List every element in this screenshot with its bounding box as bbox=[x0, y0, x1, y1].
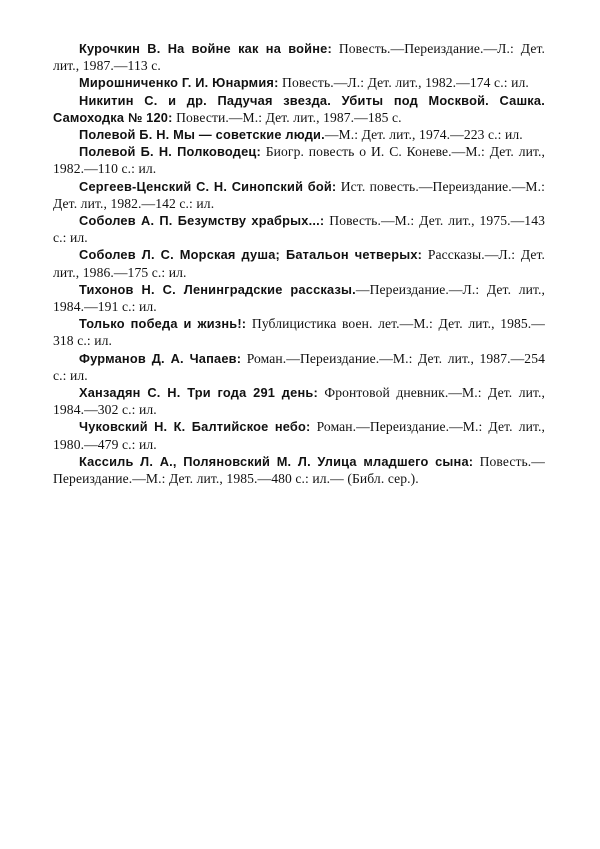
entry-title: Курочкин В. На войне как на войне: bbox=[79, 41, 332, 56]
bibliography-entry bbox=[53, 40, 545, 74]
bibliography-entry bbox=[53, 143, 545, 177]
bibliography-entry bbox=[53, 126, 545, 143]
entry-title: Соболев А. П. Безумству храбрых...: bbox=[79, 213, 325, 229]
entry-details: Роман.—Переиздание.—М.: Дет. лит., 1987.—254 с.: ил. bbox=[53, 350, 545, 383]
entry-title: Кассиль Л. А., Поляновский М. Л. Улица младшего сына: bbox=[79, 453, 474, 469]
bibliography-entry bbox=[53, 350, 545, 384]
entry-title: Фурманов Д. А. Чапаев: bbox=[79, 350, 242, 366]
bibliography-entry bbox=[53, 418, 545, 452]
entry-details: —Переиздание.—Л.: Дет. лит., 1984.—191 с.: ил. bbox=[53, 281, 545, 315]
bibliography-entry bbox=[53, 246, 545, 280]
entry-details: Биогр. повесть о И. С. Коневе.—М.: Дет. лит., 1982.—110 с.: ил. bbox=[53, 144, 545, 177]
entry-title: Никитин С. и др. Падучая звезда. Убиты под Москвой. Сашка. Самоходка № 120: bbox=[53, 92, 545, 125]
entry-title: Только победа и жизнь!: bbox=[79, 316, 247, 332]
bibliography-entry bbox=[53, 281, 545, 315]
bibliography-list bbox=[53, 40, 545, 487]
entry-title: Мирошниченко Г. И. Юнармия: bbox=[79, 75, 279, 91]
bibliography-entry bbox=[53, 212, 545, 246]
entry-details: Рассказы.—Л.: Дет. лит., 1986.—175 с.: ил. bbox=[53, 247, 546, 280]
entry-details: Повесть.—Л.: Дет. лит., 1982.—174 с.: ил. bbox=[278, 75, 529, 91]
entry-title: Чуковский Н. К. Балтийское небо: bbox=[79, 419, 311, 435]
entry-details: Ист. повесть.—Переиздание.—М.: Дет. лит., 1982.—142 с.: ил. bbox=[53, 178, 545, 211]
entry-details: Публицистика воен. лет.—М.: Дет. лит., 1985.—318 с.: ил. bbox=[53, 316, 545, 349]
entry-details: Повести.—М.: Дет. лит., 1987.—185 с. bbox=[172, 109, 402, 125]
bibliography-entry bbox=[53, 384, 545, 418]
entry-title: Соболев Л. С. Морская душа; Батальон четверых: bbox=[79, 247, 423, 263]
entry-details: Повесть.—М.: Дет. лит., 1975.—143 с.: ил. bbox=[53, 213, 545, 246]
bibliography-entry bbox=[53, 453, 545, 487]
entry-title: Тихонов Н. С. Ленинградские рассказы. bbox=[79, 281, 356, 297]
entry-details: Повесть.—Переиздание.—Л.: Дет. лит., 1987.—113 с. bbox=[53, 41, 545, 74]
entry-title: Сергеев-Ценский С. Н. Синопский бой: bbox=[79, 178, 337, 194]
bibliography-entry bbox=[53, 92, 545, 126]
entry-details: Роман.—Переиздание.—М.: Дет. лит., 1980.—479 с.: ил. bbox=[53, 419, 545, 452]
bibliography-entry bbox=[53, 315, 545, 349]
entry-details: Повесть.—Переиздание.—М.: Дет. лит., 1985.—480 с.: ил.— (Библ. сер.). bbox=[53, 453, 545, 487]
bibliography-entry bbox=[53, 74, 545, 91]
bibliography-entry bbox=[53, 178, 545, 212]
entry-title: Полевой Б. Н. Полководец: bbox=[79, 144, 261, 160]
entry-title: Полевой Б. Н. Мы — советские люди. bbox=[79, 127, 325, 143]
entry-details: Фронтовой дневник.—М.: Дет. лит., 1984.—302 с.: ил. bbox=[53, 385, 545, 418]
entry-details: —М.: Дет. лит., 1974.—223 с.: ил. bbox=[324, 127, 523, 143]
entry-title: Ханзадян С. Н. Три года 291 день: bbox=[79, 385, 318, 401]
